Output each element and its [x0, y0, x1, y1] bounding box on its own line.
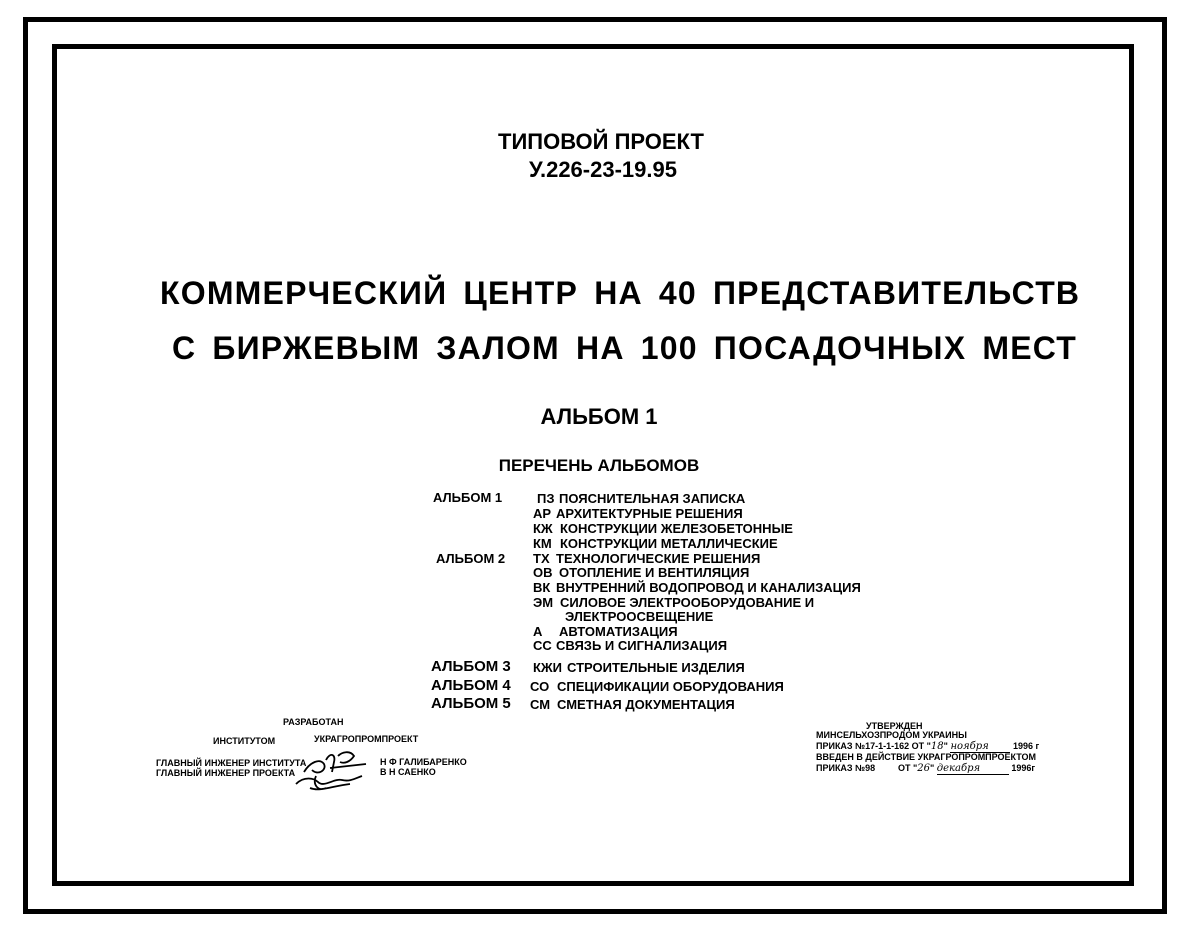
section-code: КЖ: [533, 521, 553, 536]
section-code: ПЗ: [537, 491, 555, 506]
order-1-month: ноября: [950, 741, 1010, 753]
section-code: ТХ: [533, 551, 550, 566]
section-name: СИЛОВОЕ ЭЛЕКТРООБОРУДОВАНИЕ И: [560, 595, 815, 610]
order-1-mid: ": [943, 741, 948, 751]
project-number: У.226-23-19.95: [529, 157, 677, 182]
order-2-year: 1996г: [1011, 763, 1036, 773]
section-name: СТРОИТЕЛЬНЫЕ ИЗДЕЛИЯ: [567, 660, 745, 675]
section-name: СПЕЦИФИКАЦИИ ОБОРУДОВАНИЯ: [557, 679, 784, 694]
section-name: ЭЛЕКТРООСВЕЩЕНИЕ: [565, 609, 714, 624]
approval-order-2: [816, 763, 1035, 775]
section-name: ПОЯСНИТЕЛЬНАЯ ЗАПИСКА: [559, 491, 746, 506]
section-name: АВТОМАТИЗАЦИЯ: [559, 624, 678, 639]
role-chief-institute: ГЛАВНЫЙ ИНЖЕНЕР ИНСТИТУТА: [156, 758, 307, 768]
signatures-image: [290, 748, 380, 796]
role-chief-project: ГЛАВНЫЙ ИНЖЕНЕР ПРОЕКТА: [156, 768, 296, 778]
approved-label: УТВЕРЖДЕН: [866, 721, 923, 731]
order-2-mid: ": [930, 763, 935, 773]
album-3-label: АЛЬБОМ 3: [431, 658, 511, 675]
name-chief-institute: Н Ф ГАЛИБАРЕНКО: [380, 757, 467, 767]
section-code: СМ: [530, 697, 551, 712]
section-name: ОТОПЛЕНИЕ И ВЕНТИЛЯЦИЯ: [559, 565, 750, 580]
section-code: КМ: [533, 536, 552, 551]
section-name: КОНСТРУКЦИИ ЖЕЛЕЗОБЕТОННЫЕ: [560, 521, 793, 536]
name-chief-project: В Н САЕНКО: [380, 767, 436, 777]
title-line-2: С БИРЖЕВЫМ ЗАЛОМ НА 100 ПОСАДОЧНЫХ МЕСТ: [172, 330, 1078, 366]
album-2-label: АЛЬБОМ 2: [436, 551, 506, 566]
order-1-day: 18: [930, 741, 944, 752]
album-5-label: АЛЬБОМ 5: [431, 695, 511, 712]
section-code: КЖИ: [533, 660, 563, 675]
album-1-label: АЛЬБОМ 1: [433, 490, 503, 505]
section-code: ЭМ: [533, 595, 554, 610]
album-label: АЛЬБОМ 1: [540, 404, 658, 429]
institute-name: УКРАГРОПРОМПРОЕКТ: [314, 734, 419, 744]
section-name: АРХИТЕКТУРНЫЕ РЕШЕНИЯ: [556, 506, 743, 521]
order-1-prefix: ПРИКАЗ №17-1-1-162 ОТ ": [816, 741, 931, 751]
approved-ministry: МИНСЕЛЬХОЗПРОДОМ УКРАИНЫ: [816, 730, 967, 740]
album-list-title: ПЕРЕЧЕНЬ АЛЬБОМОВ: [498, 456, 700, 475]
section-name: ВНУТРЕННИЙ ВОДОПРОВОД И КАНАЛИЗАЦИЯ: [556, 580, 861, 595]
section-code: СО: [530, 679, 550, 694]
developed-label: РАЗРАБОТАН: [283, 717, 344, 727]
order-2-day: 26: [917, 763, 930, 774]
developed-by-label: ИНСТИТУТОМ: [213, 736, 276, 746]
section-code: АР: [533, 506, 552, 521]
project-type: ТИПОВОЙ ПРОЕКТ: [498, 129, 704, 154]
order-2-month: декабря: [937, 763, 1009, 775]
section-name: СМЕТНАЯ ДОКУМЕНТАЦИЯ: [557, 697, 735, 712]
section-name: КОНСТРУКЦИИ МЕТАЛЛИЧЕСКИЕ: [560, 536, 778, 551]
order-2-from: ОТ ": [898, 763, 918, 773]
section-name: СВЯЗЬ И СИГНАЛИЗАЦИЯ: [556, 638, 728, 653]
section-code: А: [533, 624, 543, 639]
section-code: ВК: [533, 580, 551, 595]
album-4-label: АЛЬБОМ 4: [431, 677, 511, 694]
order-2-prefix: ПРИКАЗ №98: [816, 763, 876, 773]
section-code: ОВ: [533, 565, 553, 580]
order-1-year: 1996 г: [1012, 741, 1040, 751]
section-code: СС: [533, 638, 552, 653]
section-name: ТЕХНОЛОГИЧЕСКИЕ РЕШЕНИЯ: [556, 551, 761, 566]
title-line-1: КОММЕРЧЕСКИЙ ЦЕНТР НА 40 ПРЕДСТАВИТЕЛЬСТВ: [160, 275, 1081, 311]
enacted-by: ВВЕДЕН В ДЕЙСТВИЕ УКРАГРОПРОМПРОЕКТОМ: [816, 752, 1037, 762]
